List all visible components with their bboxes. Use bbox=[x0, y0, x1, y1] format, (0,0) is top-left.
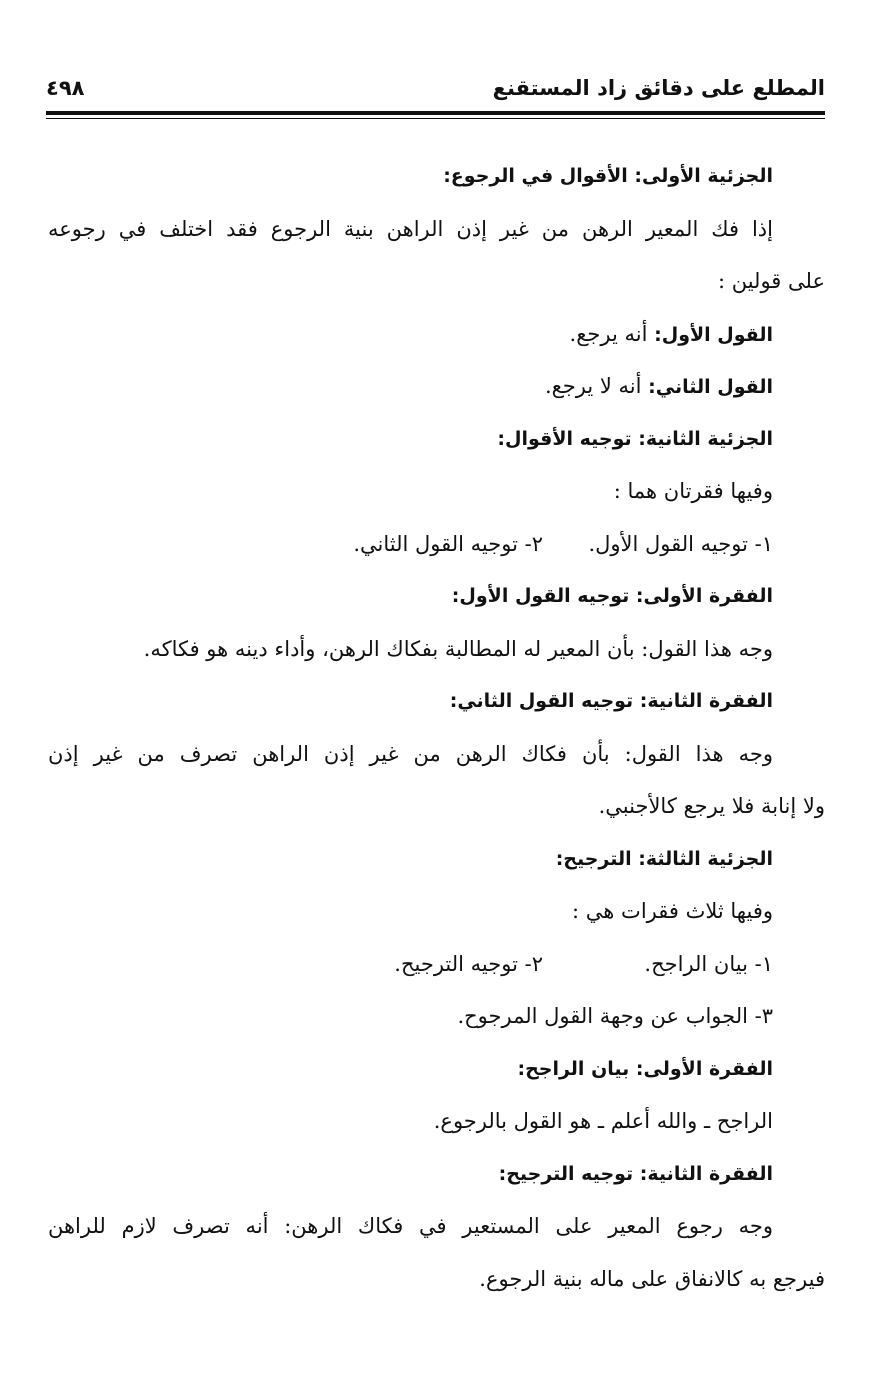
paragraph-line: وجه هذا القول: بأن فكاك الرهن من غير إذن الراهن تصرف من غير إذن bbox=[48, 741, 773, 766]
opinion-second bbox=[48, 360, 825, 413]
page-body bbox=[48, 150, 825, 1305]
paragraph-line: ولا إنابة فلا يرجع كالأجنبي. bbox=[598, 794, 825, 818]
paragraph-line: إذا فك المعير الرهن من غير إذن الراهن بنية الرجوع فقد اختلف في رجوعه bbox=[48, 216, 773, 241]
section-heading-2: الجزئية الثانية: توجيه الأقوال: bbox=[497, 427, 773, 450]
list-item: ٢- توجيه الترجيح. bbox=[394, 951, 543, 976]
list-item: ٢- توجيه القول الثاني. bbox=[353, 531, 543, 556]
opinion-first-label: القول الأول: bbox=[654, 323, 773, 346]
opinion-first-text: أنه يرجع. bbox=[569, 321, 648, 346]
opinion-second-label: القول الثاني: bbox=[648, 376, 773, 398]
paragraph-line: وفيها ثلاث فقرات هي : bbox=[572, 899, 773, 923]
numbered-list-row bbox=[48, 518, 825, 571]
paragraph-line: وجه رجوع المعير على المستعير في فكاك الرهن: أنه تصرف لازم للراهن bbox=[48, 1214, 773, 1238]
list-item: ٣- الجواب عن وجهة القول المرجوح. bbox=[457, 1004, 773, 1028]
paragraph-line: وجه هذا القول: بأن المعير له المطالبة بفكاك الرهن، وأداء دينه هو فكاكه. bbox=[143, 636, 773, 661]
opinion-first bbox=[48, 308, 825, 361]
list-item: ١- توجيه القول الأول. bbox=[588, 531, 773, 556]
paragraph-line: الراجح ـ والله أعلم ـ هو القول بالرجوع. bbox=[433, 1109, 773, 1133]
subsection-heading: الفقرة الثانية: توجيه القول الثاني: bbox=[449, 690, 773, 712]
subsection-heading: الفقرة الثانية: توجيه الترجيح: bbox=[498, 1162, 773, 1185]
header-rule-thick bbox=[46, 111, 825, 115]
paragraph-line: وفيها فقرتان هما : bbox=[613, 479, 773, 503]
paragraph-line: على قولين : bbox=[717, 269, 825, 293]
opinion-second-text: أنه لا يرجع. bbox=[544, 374, 642, 398]
book-title: المطلع على دقائق زاد المستقنع bbox=[492, 76, 825, 100]
section-heading-1: الجزئية الأولى: الأقوال في الرجوع: bbox=[443, 165, 773, 187]
paragraph-line: فيرجع به كالانفاق على ماله بنية الرجوع. bbox=[479, 1266, 825, 1291]
list-item: ١- بيان الراجح. bbox=[644, 951, 773, 976]
page-header bbox=[46, 72, 825, 116]
section-heading-3: الجزئية الثالثة: الترجيح: bbox=[555, 847, 773, 870]
header-rule-thin bbox=[46, 118, 825, 119]
page-number: ٤٩٨ bbox=[46, 76, 85, 100]
subsection-heading: الفقرة الأولى: توجيه القول الأول: bbox=[451, 585, 773, 607]
subsection-heading: الفقرة الأولى: بيان الراجح: bbox=[517, 1057, 773, 1080]
numbered-list-row bbox=[48, 938, 825, 991]
